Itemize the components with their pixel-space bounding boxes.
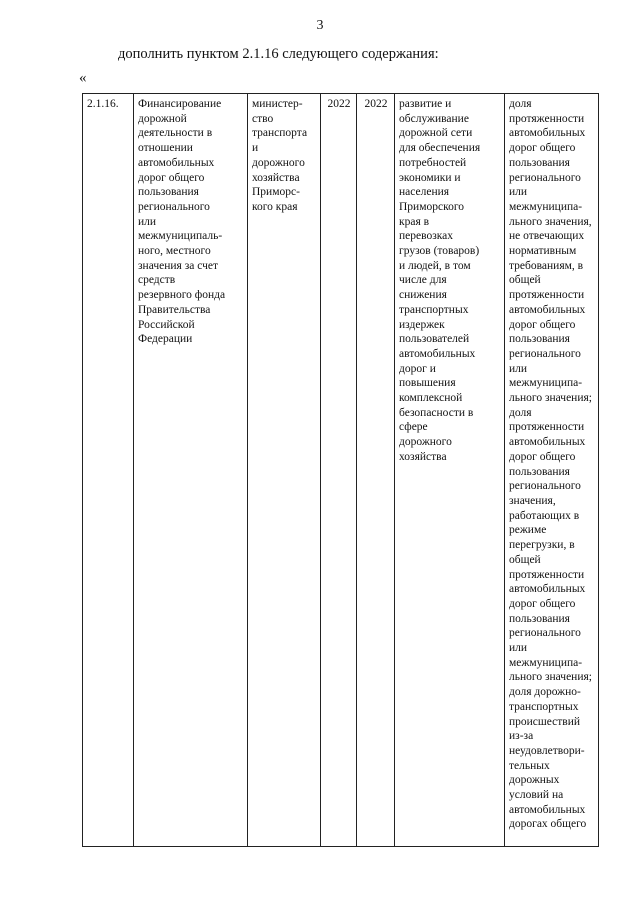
expected-result: развитие и обслуживание дорожной сети для обеспечения потребностей экономики и населения Приморского края в перевозках грузов (товаров) и людей, в том числе для снижения транспортных издержек пользователей автомобильных дорог и повышения комплексной безопасности в сфере дорожного хозяйства [399,98,481,463]
year-end: 2022 [364,98,388,110]
item-name-cell [134,94,248,847]
expected-result-cell [395,94,505,847]
program-table [82,93,599,847]
year-start-cell [321,94,357,847]
item-number-cell [83,94,134,847]
year-end-cell [357,94,395,847]
opening-quote: « [79,70,87,86]
executor: министер- ство транспорта и дорожного хозяйства Приморс- кого края [252,98,308,213]
indicators: доля протяженности автомобильных дорог общего пользования регионального или межмуниципа- льного значения, не отвечающих нормативным требованиям, в общей протяженности автомобильных дорог общего пользования регионального или межмуниципа- льного значения; доля протяженности автомобильных дорог общего пользования регионального значения, работающих в режиме перегрузки, в общей протяженности автомобильных дорог общего пользования регионального или межмуниципа- льного значения; доля дорожно- транспортных происшествий из-за неудовлетвори- тельных дорожных условий на автомобильных дорогах общего [509,98,592,831]
page-number: 3 [316,18,324,33]
indicators-cell [505,94,599,847]
executor-cell [248,94,321,847]
table-row [83,94,599,847]
item-name: Финансирование дорожной деятельности в отношении автомобильных дорог общего пользования регионального или межмуниципаль- ного, местного значения за счет средств резервного фонда Правительства Российской Федерации [138,98,226,346]
year-start: 2022 [327,98,351,110]
intro-text: дополнить пунктом 2.1.16 следующего содержания: [118,46,439,62]
item-number: 2.1.16. [87,98,119,110]
